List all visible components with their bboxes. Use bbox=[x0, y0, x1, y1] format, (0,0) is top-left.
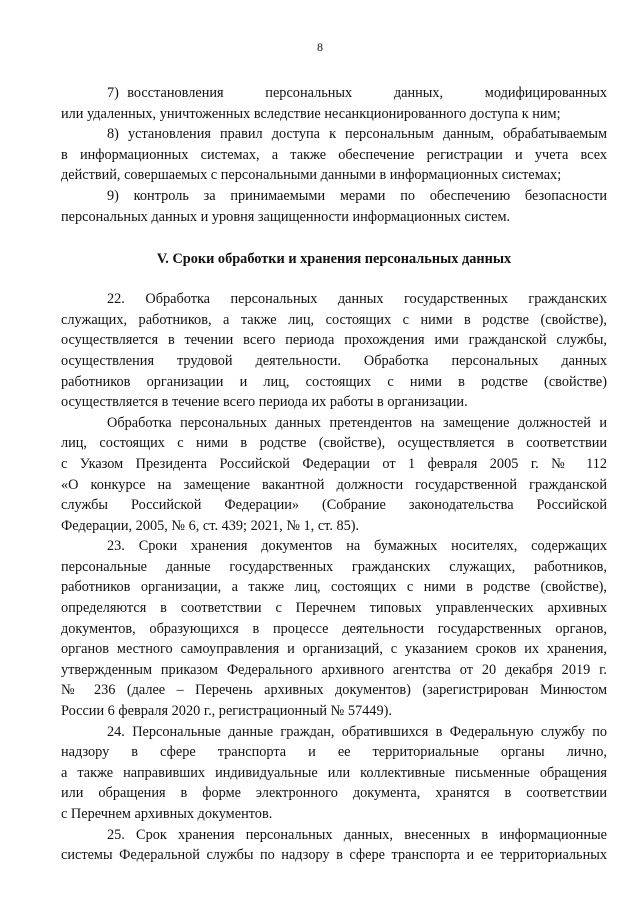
text-line: персональных данных и уровня защищенности информационных систем. bbox=[61, 208, 511, 225]
text-line: или удаленных, уничтоженных вследствие несанкционированного доступа к ним; bbox=[61, 105, 561, 122]
page-number: 8 bbox=[317, 40, 323, 54]
text-line: документов, образующихся в процессе деятельности государственных органов, bbox=[61, 620, 607, 637]
text-line: персональные данные государственных гражданских служащих, работников, bbox=[61, 558, 607, 575]
text-line: России 6 февраля 2020 г., регистрационный № 57449). bbox=[61, 703, 392, 720]
text-line: 7) восстановления персональных данных, модифицированных bbox=[107, 85, 607, 101]
text-line: с Указом Президента Российской Федерации от 1 февраля 2005 г. № 112 bbox=[61, 455, 607, 472]
text-line: осуществления трудовой деятельности. Обработка персональных данных bbox=[61, 352, 607, 369]
text-line: лиц, состоящих с ними в родстве (свойстве), осуществляется в соответствии bbox=[61, 435, 607, 452]
text-line: Федерации, 2005, № 6, ст. 439; 2021, № 1, ст. 85). bbox=[61, 517, 360, 534]
text-line: 8) установления правил доступа к персональным данным, обрабатываемым bbox=[107, 126, 607, 143]
text-line: утвержденным приказом Федерального архивного агентства от 20 декабря 2019 г. bbox=[61, 661, 607, 678]
text-line: 24. Персональные данные граждан, обратившихся в Федеральную службу по bbox=[107, 723, 607, 740]
text-line: работников организации и лиц, состоящих с ними в родстве (свойстве) bbox=[61, 373, 607, 390]
text-line: действий, совершаемых с персональными данными в информационных системах; bbox=[61, 167, 562, 184]
text-line: надзору в сфере транспорта и ее территориальные органы лично, bbox=[61, 744, 607, 761]
text-line: 9) контроль за принимаемыми мерами по обеспечению безопасности bbox=[107, 187, 607, 204]
text-line: в информационных системах, а также обеспечение регистрации и учета всех bbox=[61, 146, 607, 163]
text-line: осуществляется в течение всего периода их работы в организации. bbox=[61, 394, 468, 411]
text-line: Обработка персональных данных претендентов на замещение должностей и bbox=[107, 414, 607, 431]
text-line: с Перечнем архивных документов. bbox=[61, 806, 273, 822]
text-line: системы Федеральной службы по надзору в сфере транспорта и ее территориальных bbox=[61, 847, 607, 864]
text-line: а также направивших индивидуальные или коллективные письменные обращения bbox=[61, 764, 607, 781]
section-title: V. Сроки обработки и хранения персональных данных bbox=[156, 251, 512, 268]
document-body bbox=[61, 83, 607, 866]
text-line: 25. Срок хранения персональных данных, внесенных в информационные bbox=[107, 826, 607, 843]
text-line: или обращения в форме электронного документа, хранятся в соответствии bbox=[61, 785, 607, 802]
text-line: определяются в соответствии с Перечнем типовых управленческих архивных bbox=[61, 600, 607, 617]
text-line: № 236 (далее – Перечень архивных документов) (зарегистрирован Минюстом bbox=[61, 682, 607, 699]
text-line: служащих, работников, а также лиц, состоящих с ними в родстве (свойстве), bbox=[61, 311, 607, 328]
text-line: «О конкурсе на замещение вакантной должности государственной гражданской bbox=[61, 476, 607, 493]
text-line: осуществляется в течении всего периода прохождения ими гражданской службы, bbox=[61, 332, 607, 349]
text-line: 22. Обработка персональных данных государственных гражданских bbox=[107, 291, 607, 308]
text-line: работников организации, а также лиц, состоящих с ними в родстве (свойстве), bbox=[61, 579, 607, 596]
text-line: 23. Сроки хранения документов на бумажных носителях, содержащих bbox=[107, 538, 607, 555]
text-line: органов местного самоуправления и организаций, с указанием сроков их хранения, bbox=[61, 641, 607, 658]
text-line: службы Российской Федерации» (Собрание законодательства Российской bbox=[61, 497, 607, 514]
